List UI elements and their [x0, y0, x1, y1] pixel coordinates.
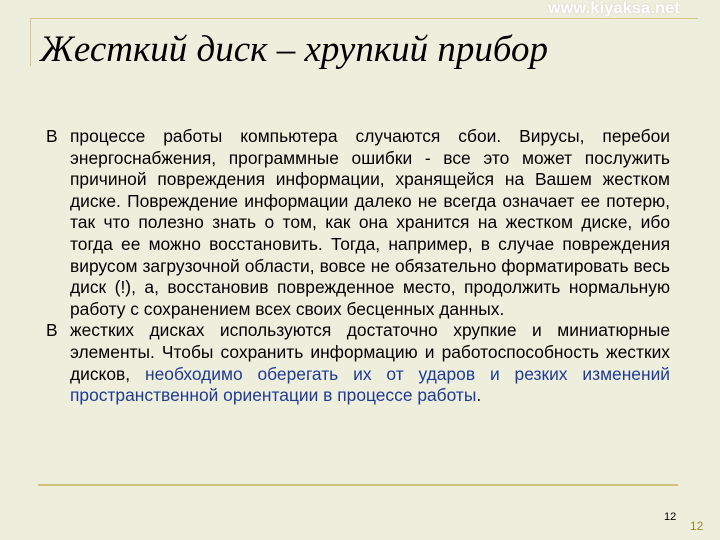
page-number-corner: 12	[690, 519, 704, 533]
footer-rule	[38, 484, 678, 486]
bullet-text-end: .	[476, 385, 482, 406]
watermark: www.kiyaksa.net	[548, 0, 680, 17]
slide-title: Жесткий диск – хрупкий прибор	[40, 29, 549, 70]
frame-left-line	[30, 18, 31, 66]
bullet-marker: В	[46, 126, 58, 146]
bullet-paragraph-2	[46, 320, 670, 406]
bullet-paragraph-1	[46, 126, 670, 320]
page-number: 12	[664, 511, 677, 523]
bullet-marker: В	[46, 320, 58, 341]
highlighted-text: необходимо оберегать их от ударов и резких изменений пространственной ориентации в процессе работы	[70, 363, 671, 406]
bullet-text: жестких дисках используются достаточно хрупкие и миниатюрные элементы. Чтобы сохранить информацию и работоспособность жестких дисков,	[70, 320, 670, 384]
slide-body	[46, 126, 670, 407]
bullet-text: процессе работы компьютера случаются сбои. Вирусы, перебои энергоснабжения, программные ошибки - все это может послужить причиной повреждения информации, хранящейся на Вашем жестком диске. Повреждение информации далеко не всегда означает ее потерю, так что полезно знать о том, как она хранится на жестком диске, ибо тогда ее можно восстановить. Тогда, например, в случае повреждения вирусом загрузочной области, вовсе не обязательно форматировать весь диск (!), а, восстановив поврежденное место, продолжить нормальную работу с сохранением всех своих бесценных данных.	[70, 126, 670, 319]
